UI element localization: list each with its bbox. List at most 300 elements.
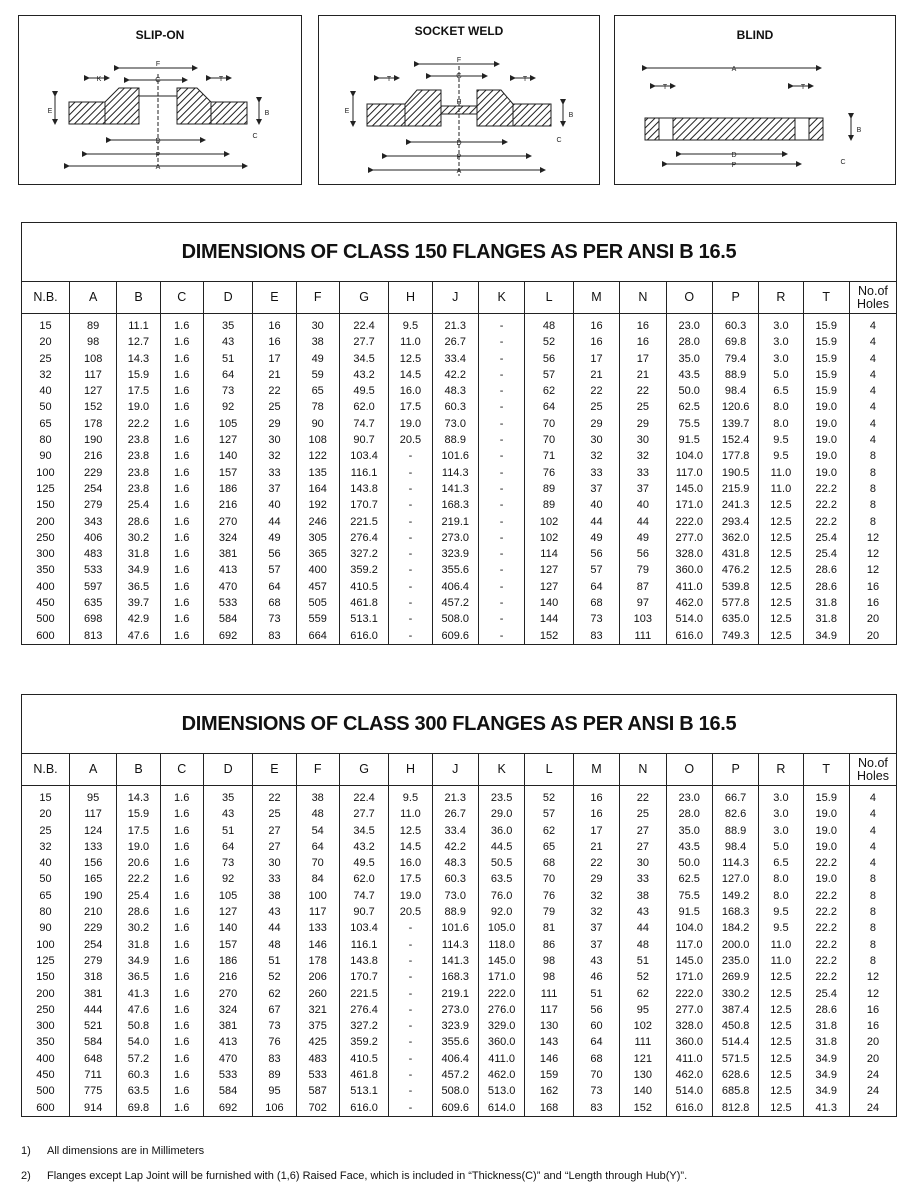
table-cell: 114.3 [712,855,758,871]
table-cell: 293.4 [712,514,758,530]
table-cell: 229 [69,465,116,481]
table-cell: - [389,514,432,530]
table-cell: 54 [296,823,339,839]
table-cell: 56 [573,546,619,562]
table-cell: 91.5 [666,432,712,448]
table-cell: 70 [525,432,573,448]
table-cell: 206 [296,969,339,985]
table-cell: 508.0 [432,611,478,627]
note-1-text: All dimensions are in Millimeters [47,1145,205,1157]
table-cell: 90 [22,448,69,464]
table-cell: 67 [253,1002,296,1018]
table-cell: 47.6 [117,1002,160,1018]
note-2-text: Flanges except Lap Joint will be furnished with (1,6) Raised Face, which is included in “Thickness(C)” and “Length through Hub(Y)”. [47,1170,688,1182]
table-row [22,448,896,464]
table-cell: 514.4 [712,1034,758,1050]
table-cell: 152 [69,399,116,415]
table-cell: 12.5 [759,514,803,530]
table-cell: 4 [869,352,877,365]
slip-on-label-b: B [264,110,270,117]
table-cell: 8 [869,873,877,886]
table-cell: 365 [296,546,339,562]
table-cell: 914 [69,1100,116,1116]
table-cell: 33 [573,465,619,481]
table-cell: 1.6 [160,871,203,887]
table-cell: 219.1 [432,514,478,530]
table-cell: 33.4 [432,351,478,367]
table-cell: 254 [69,937,116,953]
slip-on-label-t: T [218,76,224,83]
slip-on-label-e: E [47,108,53,115]
table-cell: 692 [203,628,253,644]
table-cell: 57 [253,562,296,578]
table-cell: 43 [253,904,296,920]
table-cell: 168.3 [432,969,478,985]
table-cell: - [389,1034,432,1050]
table-cell: 20 [866,1052,880,1065]
table-cell: 114 [525,546,573,562]
table-cell: 514.0 [666,1083,712,1099]
table-cell: 19.0 [803,399,849,415]
table-cell: 19.0 [803,871,849,887]
table-cell: 406.4 [432,579,478,595]
table-cell: 140 [203,920,253,936]
table-cell: 702 [296,1100,339,1116]
table-cell: 40 [620,497,666,513]
table-cell: 116.1 [339,465,389,481]
note-2-number: 2) [21,1170,31,1182]
table-cell: 156 [69,855,116,871]
table-cell: 222.0 [666,514,712,530]
table-cell: 584 [69,1034,116,1050]
table-cell: 28.6 [803,1002,849,1018]
table-cell: 1.6 [160,595,203,611]
table-cell: 34.9 [803,628,849,644]
table-cell: 152 [525,628,573,644]
table-cell: 103 [620,611,666,627]
table-cell: 1.6 [160,969,203,985]
table-cell: 12.5 [759,579,803,595]
table-cell: 16 [866,580,880,593]
table-cell: 22.2 [803,969,849,985]
table-cell: - [478,314,524,335]
table-cell: 108 [296,432,339,448]
blind-label-b: B [856,127,862,134]
table-row [22,1002,896,1018]
table-cell: 92 [203,399,253,415]
table-cell: 200 [22,986,69,1002]
table-cell: 328.0 [666,546,712,562]
slip-on-diagram [18,15,302,185]
table-cell: 135 [296,465,339,481]
class-300-table-box [21,694,897,1117]
table-cell: 8 [869,466,877,479]
table-cell: 6.5 [759,855,803,871]
table-cell: 22.2 [803,904,849,920]
table-cell: 127 [203,432,253,448]
table-cell: 600 [22,1100,69,1116]
table-cell: 54.0 [117,1034,160,1050]
table-cell: 321 [296,1002,339,1018]
table-cell: 73.0 [432,416,478,432]
table-cell: 413 [203,562,253,578]
table-cell: 49 [296,351,339,367]
table-cell: 64 [253,579,296,595]
table-cell: 88.9 [432,904,478,920]
table-cell: 250 [22,1002,69,1018]
table-cell: 1.6 [160,628,203,644]
table-cell: 12.5 [759,497,803,513]
table-cell: 16 [253,334,296,350]
table-cell: 73 [573,611,619,627]
table-cell: 50.5 [478,855,524,871]
table-cell: 56 [620,546,666,562]
table-cell: 21 [573,367,619,383]
table-cell: - [478,465,524,481]
table-cell: 8 [869,499,877,512]
table-cell: 28.6 [803,579,849,595]
table-cell: 28.6 [117,904,160,920]
table-cell: 62.0 [339,399,389,415]
blind-label-a: A [731,66,737,73]
table-cell: 3.0 [759,786,803,807]
table-cell: 1.6 [160,888,203,904]
table-cell: 68 [525,855,573,871]
column-header: P [712,754,758,786]
table-cell: 89 [253,1067,296,1083]
table-cell: 168 [525,1100,573,1116]
slip-on-title: SLIP-ON [135,28,185,42]
table-cell: 1.6 [160,530,203,546]
table-cell: 12 [866,987,880,1000]
table-cell: 21.3 [432,314,478,335]
table-cell: 23.8 [117,432,160,448]
table-cell: 12.5 [759,986,803,1002]
table-cell: 59 [296,367,339,383]
table-cell: 52 [525,334,573,350]
table-cell: 1.6 [160,855,203,871]
table-cell: 279 [69,497,116,513]
table-cell: 362.0 [712,530,758,546]
table-cell: 133 [296,920,339,936]
table-cell: - [389,969,432,985]
table-cell: 749.3 [712,628,758,644]
table-cell: 46 [573,969,619,985]
table-cell: 20 [22,334,69,350]
table-cell: 83 [573,628,619,644]
table-cell: 461.8 [339,595,389,611]
table-cell: 51 [203,351,253,367]
table-cell: 184.2 [712,920,758,936]
table-cell: 305 [296,530,339,546]
table-cell: 381 [69,986,116,1002]
table-cell: 34.5 [339,823,389,839]
table-cell: 15 [22,314,69,335]
table-cell: 42.2 [432,839,478,855]
table-cell: 28.0 [666,334,712,350]
column-header: G [339,282,389,314]
note-2 [21,1170,687,1182]
table-cell: 587 [296,1083,339,1099]
table-cell: 34.9 [803,1083,849,1099]
table-cell: 104.0 [666,920,712,936]
table-cell: 483 [296,1051,339,1067]
table-cell: 143.8 [339,953,389,969]
table-cell: 52 [620,969,666,985]
table-cell: 50.0 [666,383,712,399]
table-cell: 1.6 [160,562,203,578]
table-cell: 125 [22,953,69,969]
table-cell: 571.5 [712,1051,758,1067]
class-300-title: DIMENSIONS OF CLASS 300 FLANGES AS PER ANSI B 16.5 [22,695,896,754]
table-cell: 8 [869,922,877,935]
table-cell: 92.0 [478,904,524,920]
table-cell: 117 [69,367,116,383]
socket-weld-label-t-left: T [386,76,392,83]
table-cell: 14.5 [389,367,432,383]
table-cell: 43 [620,904,666,920]
table-cell: 12 [866,971,880,984]
table-cell: 100 [22,465,69,481]
column-header: R [759,754,803,786]
table-cell: 60.3 [432,399,478,415]
table-cell: 16 [573,334,619,350]
table-cell: 33 [253,465,296,481]
table-cell: 40 [573,497,619,513]
table-cell: - [389,562,432,578]
table-cell: 21.3 [432,786,478,807]
table-cell: 359.2 [339,562,389,578]
table-cell: 38 [253,888,296,904]
table-cell: 216 [203,969,253,985]
table-cell: 1.6 [160,481,203,497]
table-cell: 25.4 [803,546,849,562]
table-cell: 73 [253,611,296,627]
table-cell: 22.2 [803,953,849,969]
slip-on-label-d: D [155,138,161,145]
table-cell: 186 [203,481,253,497]
table-cell: 300 [22,1018,69,1034]
table-cell: 29 [573,871,619,887]
table-cell: 1.6 [160,399,203,415]
table-cell: 22.2 [803,855,849,871]
table-cell: 73 [573,1083,619,1099]
table-cell: 584 [203,1083,253,1099]
table-cell: 200 [22,514,69,530]
table-cell: 178 [296,953,339,969]
table-cell: 17 [573,351,619,367]
table-cell: 15.9 [803,334,849,350]
table-cell: 12 [866,564,880,577]
table-cell: 20 [866,613,880,626]
table-cell: 15.9 [803,383,849,399]
table-cell: 157 [203,465,253,481]
table-cell: 328.0 [666,1018,712,1034]
table-cell: - [478,562,524,578]
table-cell: 117.0 [666,937,712,953]
table-cell: 143 [525,1034,573,1050]
table-cell: 125 [22,481,69,497]
table-cell: 20.5 [389,432,432,448]
table-cell: 4 [869,336,877,349]
table-row [22,1067,896,1083]
table-cell: 28.0 [666,806,712,822]
table-cell: 171.0 [666,969,712,985]
table-cell: 17 [620,351,666,367]
table-cell: 36.5 [117,969,160,985]
table-cell: 23.0 [666,786,712,807]
table-cell: 17.5 [117,823,160,839]
table-cell: 127 [69,383,116,399]
table-cell: 150 [22,497,69,513]
table-cell: 12.5 [759,1002,803,1018]
table-cell: 28.6 [803,562,849,578]
table-cell: 12.5 [759,1083,803,1099]
table-cell: 22.2 [117,416,160,432]
table-cell: 43 [573,953,619,969]
table-cell: 260 [296,986,339,1002]
table-cell: 8.0 [759,416,803,432]
table-cell: 88.9 [712,367,758,383]
table-cell: 324 [203,530,253,546]
table-cell: 533 [69,562,116,578]
table-cell: 44 [620,920,666,936]
table-cell: - [478,448,524,464]
table-cell: - [389,465,432,481]
table-cell: 21 [573,839,619,855]
table-cell: 31.8 [117,937,160,953]
table-cell: 38 [620,888,666,904]
table-cell: 57.2 [117,1051,160,1067]
table-cell: 12.7 [117,334,160,350]
table-cell: 157 [203,937,253,953]
table-row [22,530,896,546]
table-cell: 277.0 [666,530,712,546]
table-cell: 17 [253,351,296,367]
table-cell: 4 [869,401,877,414]
column-header: H [389,754,432,786]
table-cell: 70 [573,1067,619,1083]
socket-weld-label-c: C [556,137,562,144]
table-cell: 75.5 [666,416,712,432]
table-cell: - [478,367,524,383]
table-cell: 80 [22,904,69,920]
table-cell: 16.0 [389,383,432,399]
table-cell: 1.6 [160,334,203,350]
table-cell: 24 [866,1069,880,1082]
table-cell: 43 [203,806,253,822]
column-header: J [432,754,478,786]
table-cell: 190 [69,432,116,448]
table-cell: 133 [69,839,116,855]
table-cell: 15.9 [117,367,160,383]
table-cell: 186 [203,953,253,969]
table-cell: 22.2 [803,937,849,953]
table-cell: 32 [22,367,69,383]
table-cell: 20 [866,629,880,642]
table-cell: 50 [22,871,69,887]
table-cell: 616.0 [339,628,389,644]
table-row [22,481,896,497]
table-cell: 27.7 [339,806,389,822]
table-cell: 1.6 [160,1100,203,1116]
table-cell: 8 [869,482,877,495]
table-cell: 60 [573,1018,619,1034]
table-cell: 400 [22,1051,69,1067]
table-row [22,399,896,415]
table-cell: 74.7 [339,888,389,904]
table-cell: 20 [866,1036,880,1049]
table-cell: 1.6 [160,432,203,448]
table-cell: 11.0 [389,334,432,350]
table-cell: 8 [869,938,877,951]
column-header: A [69,282,116,314]
table-cell: 616.0 [666,1100,712,1116]
table-cell: 775 [69,1083,116,1099]
table-row [22,432,896,448]
table-cell: 98.4 [712,383,758,399]
table-cell: 63.5 [478,871,524,887]
table-cell: 22 [253,786,296,807]
table-cell: 165 [69,871,116,887]
table-cell: 533 [203,1067,253,1083]
table-cell: 1.6 [160,1018,203,1034]
table-cell: 31.8 [803,1034,849,1050]
table-cell: 25.4 [117,888,160,904]
table-cell: 105.0 [478,920,524,936]
column-header: J [432,282,478,314]
table-cell: 279 [69,953,116,969]
table-cell: 50 [22,399,69,415]
table-row [22,314,896,335]
table-cell: 12.5 [759,1067,803,1083]
table-cell: 4 [869,417,877,430]
table-cell: - [389,595,432,611]
table-cell: 168.3 [712,904,758,920]
table-cell: 20.6 [117,855,160,871]
table-cell: 22.2 [117,871,160,887]
table-cell: 664 [296,628,339,644]
table-cell: 350 [22,562,69,578]
table-cell: - [478,514,524,530]
table-row [22,334,896,350]
table-cell: 152 [620,1100,666,1116]
table-cell: 813 [69,628,116,644]
column-header: B [117,754,160,786]
table-cell: 140 [203,448,253,464]
table-cell: 1.6 [160,383,203,399]
table-cell: 27 [620,839,666,855]
table-cell: 410.5 [339,579,389,595]
table-cell: 15.9 [803,314,849,335]
table-cell: 29 [620,416,666,432]
table-cell: 34.9 [117,562,160,578]
table-cell: 8 [869,954,877,967]
table-cell: 15.9 [803,786,849,807]
table-cell: 44 [253,920,296,936]
table-cell: 359.2 [339,1034,389,1050]
table-cell: 11.0 [759,937,803,953]
table-cell: 102 [525,514,573,530]
table-cell: 411.0 [478,1051,524,1067]
table-cell: 28.6 [117,514,160,530]
table-cell: 150 [22,969,69,985]
column-header: E [253,282,296,314]
table-cell: 50.0 [666,855,712,871]
table-cell: 17.5 [117,383,160,399]
table-cell: 57 [525,806,573,822]
table-cell: 23.5 [478,786,524,807]
